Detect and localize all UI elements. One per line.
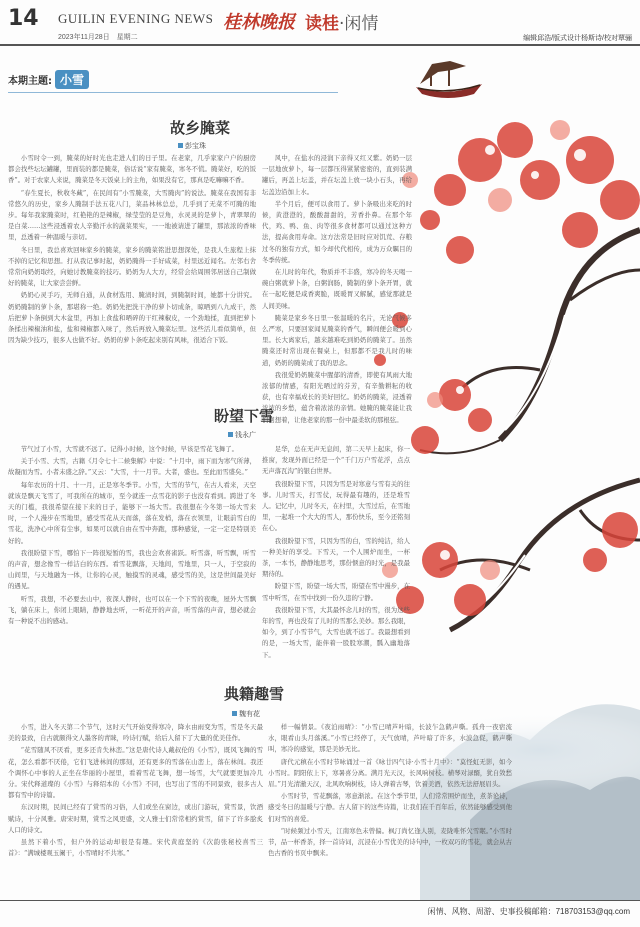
paragraph: 冬日里，我总喜欢回味家乡的腌菜，家乡的腌菜铭进思想深处，是我人生旅程上抹不掉的记忆和思想。打从我记事时起，奶奶腌得一手好咸菜，村里远近闻名。左邻右舍常常向奶奶取经，向她讨教腌菜的技巧。奶奶为人大方，经常会给周围邻居送自己制做好的腌菜，让大家尝尝鲜。 bbox=[8, 245, 256, 288]
theme-label-text: 本期主题: bbox=[8, 76, 52, 87]
paragraph: 节气过了小雪，大雪就不远了。记得小时候，这个时候，早该是雪花飞舞了。 bbox=[20, 445, 239, 453]
article-column bbox=[262, 444, 410, 659]
paragraph: 半个月后，便可以食用了。萝卜条吸出来吃的时候，黄澄澄的，酸酸甜甜的，芳香扑鼻。在那个年代，鸡、鸭、鱼、肉等很多食材都可以通过这种方法，提高食用寿命。这方法常是旧时应对饥荒、存粮过冬的独有方式，如今却代代相传，成为万众瞩目的冬季传统。 bbox=[262, 199, 412, 264]
masthead bbox=[0, 0, 640, 44]
paragraph: 唐代元稹在小雪时节咏诵过一首《咏廿四气诗·小雪十月中》：“莫怪虹无影，如今小雪时。阴阳依上下，寒暑喜分离。满月光天汉，长风响树枝。横琴对渌醑，犹自敛愁眉。”月光清澈天汉，北风吹响树枝，诗人弹着古琴，饮着美酒，依然无法舒展眉头。 bbox=[268, 757, 512, 789]
theme-rule bbox=[8, 92, 338, 93]
article-column bbox=[8, 722, 263, 896]
paragraph: 在儿时的年代，物质并不丰盛，寒冷的冬天喝一碗白粥就萝卜条，白粥润肠，腌制的萝卜条开胃，就在一起吃便是咸香爽脆，既暖胃又解腻，感觉那就是人间美味。 bbox=[262, 268, 412, 310]
paragraph: 奶奶心灵手巧，无师自通，从食材选用、腌渍时间，到腌制时间，她都十分讲究。奶奶腌制的萝卜条，那堪称一绝。奶奶先把洗干净的萝卜切成条，晾晒到八九成干，然后把萝卜条倒到大木盆里，再加上食盐和晒碎的干红辣椒皮，一个劲地揉，直到把萝卜条揉出辣椒油和盐，盐和辣椒都入味了，然后再放入腌菜坛里。这些活儿看似简单，但因为缺少技巧，很多人也做不好。奶奶的萝卜条吃起来别有风味，很适合下饭。 bbox=[8, 291, 256, 345]
paragraph: “时候频过小雪天，江南寒色未曾偏。枫汀尚忆逢人别，麦陇唯怀欠雪眠。”小雪时节，品一杯香茶，择一首诗词，沉浸在小雪优美的诗句中，一枚双巧的雪花，就会从古色古香的书页中飘来。 bbox=[268, 826, 512, 858]
paragraph: 我很盼望下雪，只因为雪的白，雪的纯洁，给人一种美好的享受。下雪天，一个人围炉而坐，一杯茶，一本书，静静地思考，那份惬意的时光，是我最期待的。 bbox=[262, 536, 410, 579]
article-title: 盼望下雪 bbox=[213, 407, 274, 425]
author-name: 魏有花 bbox=[239, 710, 260, 718]
paragraph: 腌菜是家乡冬日里一张温暖的名片，无论气候多么严寒，只要回家闻见腌菜的香气，瞬间便会暖到心里。长大离家后，越来越难吃到奶奶的腌菜了。虽然腌菜还时常出现在餐桌上，但那都不是我儿时的味道，奶奶的腌菜成了我的思念。 bbox=[262, 313, 412, 367]
date-line: 2023年11月28日 星期二 bbox=[58, 34, 138, 41]
article-column bbox=[8, 444, 256, 646]
paper-name-en: GUILIN EVENING NEWS bbox=[58, 11, 214, 26]
article-author bbox=[178, 141, 206, 151]
newspaper-logo: 桂林晚报 bbox=[223, 12, 295, 33]
author-marker bbox=[178, 143, 183, 148]
paragraph: “春生夏长，秋收冬藏”，在民间有“小雪腌菜，大雪腌肉”的说法。腌菜在我国有非常悠久的历史，家乡人腌制手法五花八门，菜品林林总总，几乎到了无菜不可腌的地步。每年我家腌菜时，红艳艳的是辣椒，绿莹莹的是豆角，水灵灵的是萝卜，青翠翠的是白菜……这些浸透着农人辛勤汗水的蔬菜果实，一一地被请进了罐里，那浓浓的香味里，总透着一种温暖与亲切。 bbox=[8, 188, 256, 242]
article-author bbox=[228, 430, 256, 440]
paragraph: 我很盼望下雪，哪怕下一阵很短暂的雪，我也会欢喜雀跃。听雪落，听雪飘，听雪的声音，想念像雪一样洁白的东西。看雪花飘落，天地间，雪地里，只一人，于空寂的山间里，与天地融为一体，让你的心灵，触摸雪的灵魂，感受雪的美，这是世间最美好的遇见。 bbox=[8, 548, 256, 591]
paragraph: 风中，在盐水的浸润下亲得又红又紫。奶奶一层一层地放萝卜，每一层都压得紧紧密密的，直到装满罐后，再盖上坛盖，并在坛盖上放一块小石头，再给坛盖边沿加上水。 bbox=[262, 154, 412, 196]
footer-rule bbox=[0, 900, 640, 901]
paragraph: 小雪时令一到，腌菜的好时光也走进人们的日子里。在老家，几乎家家户户的厨房都会找些坛坛罐罐，里面装的都是腌菜，俗话说“家有腌菜，寒冬不慌。腌菜好，吃的饭香”。对于农家人来说，腌菜是冬天饭桌上的主角，如果没有它，那真是吃嘛嘛不香。 bbox=[8, 154, 256, 185]
paragraph: 听雪，我想，不必要去山中，夜深人静时，也可以在一个下雪的夜晚，屋外大雪飘飞，躺在床上，你闭上眼睛，静静地去听，一听花开的声音，听雪落的声音，想必就会有一种说不出的感动。 bbox=[8, 594, 256, 626]
paragraph: 小雪，进入冬天第二个节气，这时天气开始变得寒冷，降水由雨变为雪，雪是冬天最美的景致，自古就颇得文人墨客的青睐，吟诗行赋，给后人留下了大量的优美佳作。 bbox=[8, 723, 263, 743]
article-title: 故乡腌菜 bbox=[169, 119, 230, 137]
paragraph: 盼望下雪，盼望一场大雪，盼望在雪中漫步，在雪中听雪，在雪中找到一份久违的宁静。 bbox=[262, 582, 410, 602]
paragraph: 我很爱奶奶腌菜中腥郁的清香，即使有风雨大地浓郁的情感，有阳光晒过的芬芳，有辛勤耕耘的收获，也有幸福成长的美好回忆。奶奶的腌菜，浸透着浓浓的乡愁，蕴含着浓浓的亲情。她腌的腌菜能让我们回想着，让他老家的那一份中最柔软的那根弦。 bbox=[262, 370, 412, 424]
theme-label bbox=[8, 70, 89, 89]
paragraph: 我很盼望下雪，大其最怀念儿时的雪，很为这些年的雪，再也没有了儿时的雪那么美妙。那么我眼，如今，到了小雪节气，大雪也就不远了。我最想看到的是，一场大雪，能伴着一股股寒潮，瓢入幽地落下。 bbox=[262, 605, 410, 659]
submission-footer: 闲情、风物、周游、史事投稿邮箱：718703153@qq.com bbox=[427, 907, 630, 916]
article-title: 典籍趣雪 bbox=[223, 685, 284, 703]
section-label bbox=[305, 9, 378, 34]
article-column bbox=[262, 153, 412, 424]
section-label-accent: 读桂 bbox=[305, 14, 339, 34]
author-marker bbox=[232, 711, 237, 716]
paragraph: “花雪随风不厌看，更多还肯失林峦。”这是唐代诗人戴叔伦的《小雪》，既风飞舞的雪花，怎么看都不厌倦，它们飞进林间的那刻，还有更多的雪落在山峦上，落在林间。我还个调怀心中事的人正坐在华丽的小屋里，看着雪花飞舞，想一场雪，大气就要更加冷几分。宋代释道璨的《小雪》与释绍本的《小雪》不同，也写出了雪的不同景致，很多古人都有雪中的诗篇。 bbox=[8, 746, 263, 800]
paragraph: 小雪时节，雪花飘落，寒意渐浓。在这个季节里，人们常常围炉而坐，煮茶论诗，感受冬日的温暖与宁静。古人留下的这些诗篇，让我们在千百年后，依然能够感受到他们对雪的喜爱。 bbox=[268, 792, 512, 823]
author-name: 钱永广 bbox=[235, 431, 256, 439]
paragraph: 关于小雪、大雪，古籍《月令七十二候集解》中说：“十月中，雨下而为寒气所薄，故凝而为雪。小者未盛之辞。”又云：“大雪，十一月节。大者，盛也。至此而雪盛矣。” bbox=[8, 457, 256, 477]
paragraph: 样一幅情景。《夜泊雨晴》：“小雪已晴芦叶暗，长波乍急鹤声嘶。孤舟一夜宿流水，眼看山头月落溪。”小雪已经停了，天气放晴，芦叶暗了许多，水波急促，鹤声嘶叫，寒冷的感觉，那是美妙无比。 bbox=[268, 723, 512, 754]
theme-value: 小雪 bbox=[55, 70, 89, 89]
paragraph: 虽然下着小雪，但户外的运动却很是有趣。宋代黄庭坚的《次韵张秘校喜雪三首》：“满城楼观玉阑干，小雪晴时不共寒。” bbox=[8, 838, 263, 858]
paragraph: 每年农历的十月、十一月，正是寒冬季节。小雪，大雪的节气，在古人看来，天空就该是飘天飞雪了，可我所在的城市，至今就连一点雪花的影子也没有看到。跨进了冬天的门槛，我很希望在接下来的日子，能够下一场大雪。我很想在今冬第一场大雪来时，一个人漫步在雪地里，感受雪花从天而落，落在发梢，落在衣领里，让眼前雪白的雪花，洗净心中所有尘事，如果可以就自由在雪中奔跑，那种感觉，一定一定是特别美好的。 bbox=[8, 480, 256, 545]
author-name: 彭宝珠 bbox=[185, 142, 206, 150]
masthead-rule bbox=[0, 44, 640, 46]
section-label-rest: ·闲情 bbox=[339, 14, 379, 34]
article-column bbox=[268, 722, 512, 896]
author-marker bbox=[228, 432, 233, 437]
editors-credit: 编辑邱浩/版式设计杨斯诗/校对覃骊 bbox=[523, 35, 632, 42]
paragraph: 东汉时期，民间已经有了赏雪的习俗，人们或坐在窗边，或出门游玩，赏雪景，饮酒赋诗，十分风雅。唐宋时期，赏雪之风更盛，文人雅士们常常相约赏雪，留下了许多脍炙人口的诗文。 bbox=[8, 803, 263, 834]
paragraph: 足华，总在无声无息间，第二天早上起床，你一推窗，发现外面已经是一个“千门万户雪花浮，点点无声落瓦沟”的银白世界。 bbox=[262, 445, 410, 476]
paragraph: 我很盼望下雪，只因为雪是对寒意与雪有关的往事。儿时雪天，打雪仗，玩得最有趣的，还是堆雪人。记忆中，儿时冬天，在村里，大雪过后，在雪地里，一起堆一个大大的雪人，那份快乐，至今还铭刻在心。 bbox=[262, 479, 410, 533]
article-author bbox=[232, 709, 260, 719]
page-number: 14 bbox=[8, 6, 39, 31]
